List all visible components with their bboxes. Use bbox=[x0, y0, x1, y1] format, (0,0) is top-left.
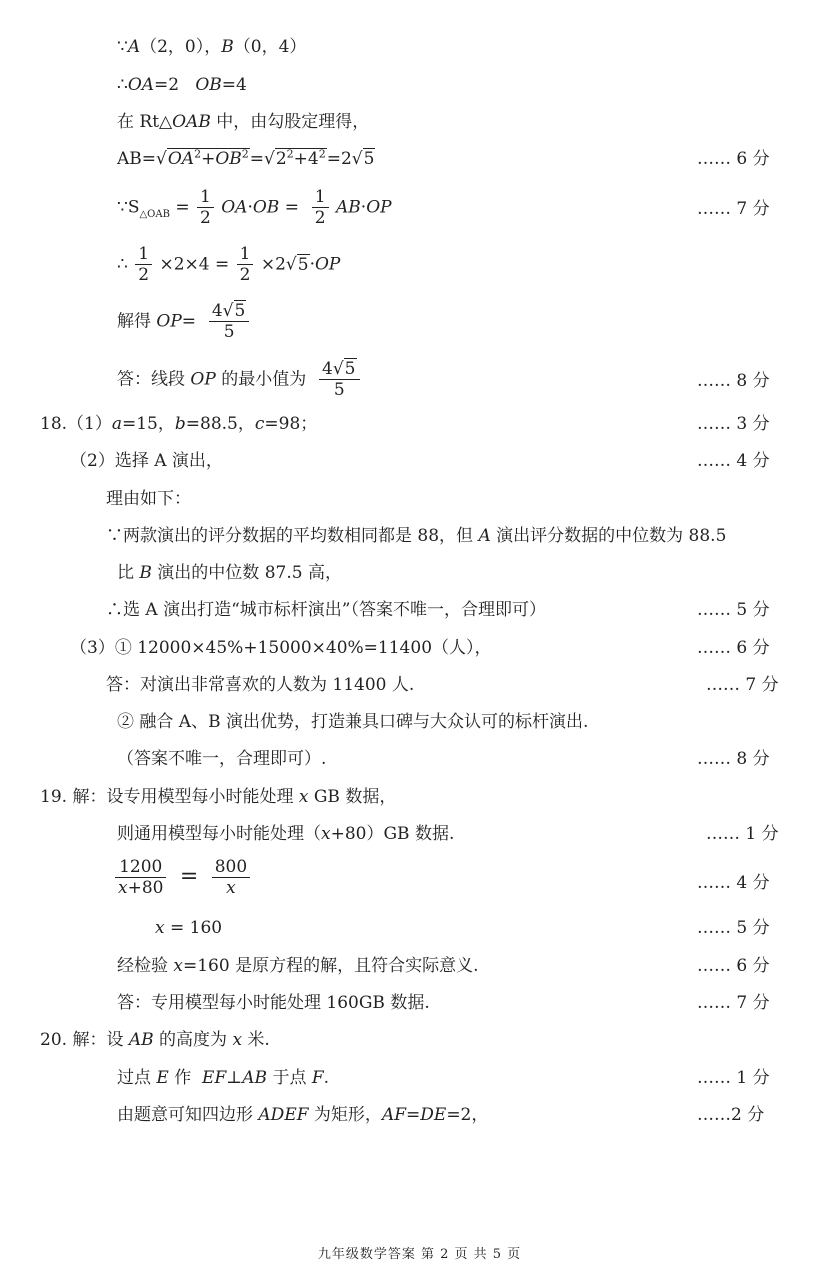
score-mark: ……2 分 bbox=[697, 1105, 765, 1125]
score-mark: …… 6 分 bbox=[697, 956, 770, 976]
score-mark: …… 8 分 bbox=[697, 749, 770, 769]
page-footer: 九年级数学答案 第 2 页 共 5 页 bbox=[317, 1247, 522, 1262]
q19-check: 经检验 x=160 是原方程的解，且符合实际意义. bbox=[117, 956, 479, 976]
step-given-coordinates: ∵A（2，0），B（0，4） bbox=[117, 37, 307, 57]
step-lengths: ∴OA=2 OB=4 bbox=[117, 75, 247, 95]
score-mark: …… 5 分 bbox=[697, 918, 770, 938]
score-mark: …… 7 分 bbox=[706, 675, 779, 695]
q18-reason-line2: 比 B 演出的中位数 87.5 高， bbox=[117, 563, 342, 583]
q18-part3-calc: （3）① 12000×45%+15000×40%=11400（人）， bbox=[70, 638, 492, 658]
q19-general-model: 则通用模型每小时能处理（x+80）GB 数据. bbox=[117, 824, 455, 844]
q19-answer: 答：专用模型每小时能处理 160GB 数据. bbox=[117, 993, 430, 1013]
q20-setup: 20. 解：设 AB 的高度为 x 米. bbox=[40, 1030, 270, 1050]
step-pythagoras-intro: 在 Rt△OAB 中，由勾股定理得， bbox=[117, 112, 370, 132]
q19-equation: $\frac{1200}{x+80}$ = $\frac{800}{x}$ bbox=[113, 858, 252, 898]
step-ab-length: $AB=√OA^2+OB^2=√2^2+4^2=2√5$ bbox=[117, 147, 375, 169]
q19-solution: x = 160 bbox=[155, 918, 223, 938]
q18-part3-suggestion: ② 融合 A、B 演出优势，打造兼具口碑与大众认可的标杆演出. bbox=[117, 712, 589, 732]
q18-reason-intro: 理由如下： bbox=[106, 489, 191, 509]
step-answer-op: 答：线段 OP 的最小值为 $\frac{4√5}{5}$ bbox=[117, 360, 362, 400]
score-mark: …… 1 分 bbox=[706, 824, 779, 844]
step-substitution: ∴ $\frac{1}{2}$ ×2×4 = $\frac{1}{2}$ ×2√5·OP bbox=[117, 244, 341, 285]
score-mark: …… 7 分 bbox=[697, 993, 770, 1013]
q18-part3-answer: 答：对演出非常喜欢的人数为 11400 人. bbox=[106, 675, 415, 695]
score-mark: …… 3 分 bbox=[697, 414, 770, 434]
q18-part2: （2）选择 A 演出， bbox=[70, 451, 223, 471]
score-mark: …… 7 分 bbox=[697, 199, 770, 219]
score-mark: …… 1 分 bbox=[697, 1068, 770, 1088]
q18-part1: 18.（1）a=15，b=88.5，c=98； bbox=[40, 414, 318, 434]
q18-reason-line1: ∵两款演出的评分数据的平均数相同都是 88，但 A 演出评分数据的中位数为 88.5 bbox=[106, 526, 727, 546]
score-mark: …… 6 分 bbox=[697, 638, 770, 658]
q18-part3-note: （答案不唯一，合理即可）. bbox=[117, 749, 327, 769]
score-mark: …… 5 分 bbox=[697, 600, 770, 620]
step-area-equation: $\because S_{\triangle OAB}$ = $\frac{1}{2}$ OA·OB = $\frac{1}{2}$ AB·OP bbox=[117, 187, 392, 228]
q19-setup: 19. 解：设专用模型每小时能处理 x GB 数据， bbox=[40, 787, 397, 807]
score-mark: …… 4 分 bbox=[697, 451, 770, 471]
q18-conclusion: ∴选 A 演出打造“城市标杆演出”（答案不唯一，合理即可） bbox=[106, 600, 546, 620]
step-solve-op: 解得 OP= $\frac{4√5}{5}$ bbox=[117, 302, 251, 342]
q20-rectangle: 由题意可知四边形 ADEF 为矩形，AF=DE=2， bbox=[117, 1105, 489, 1125]
score-mark: …… 4 分 bbox=[697, 873, 770, 893]
q20-construction: 过点 E 作 EF⊥AB 于点 F. bbox=[117, 1068, 330, 1088]
score-mark: …… 6 分 bbox=[697, 149, 770, 169]
score-mark: …… 8 分 bbox=[697, 371, 770, 391]
